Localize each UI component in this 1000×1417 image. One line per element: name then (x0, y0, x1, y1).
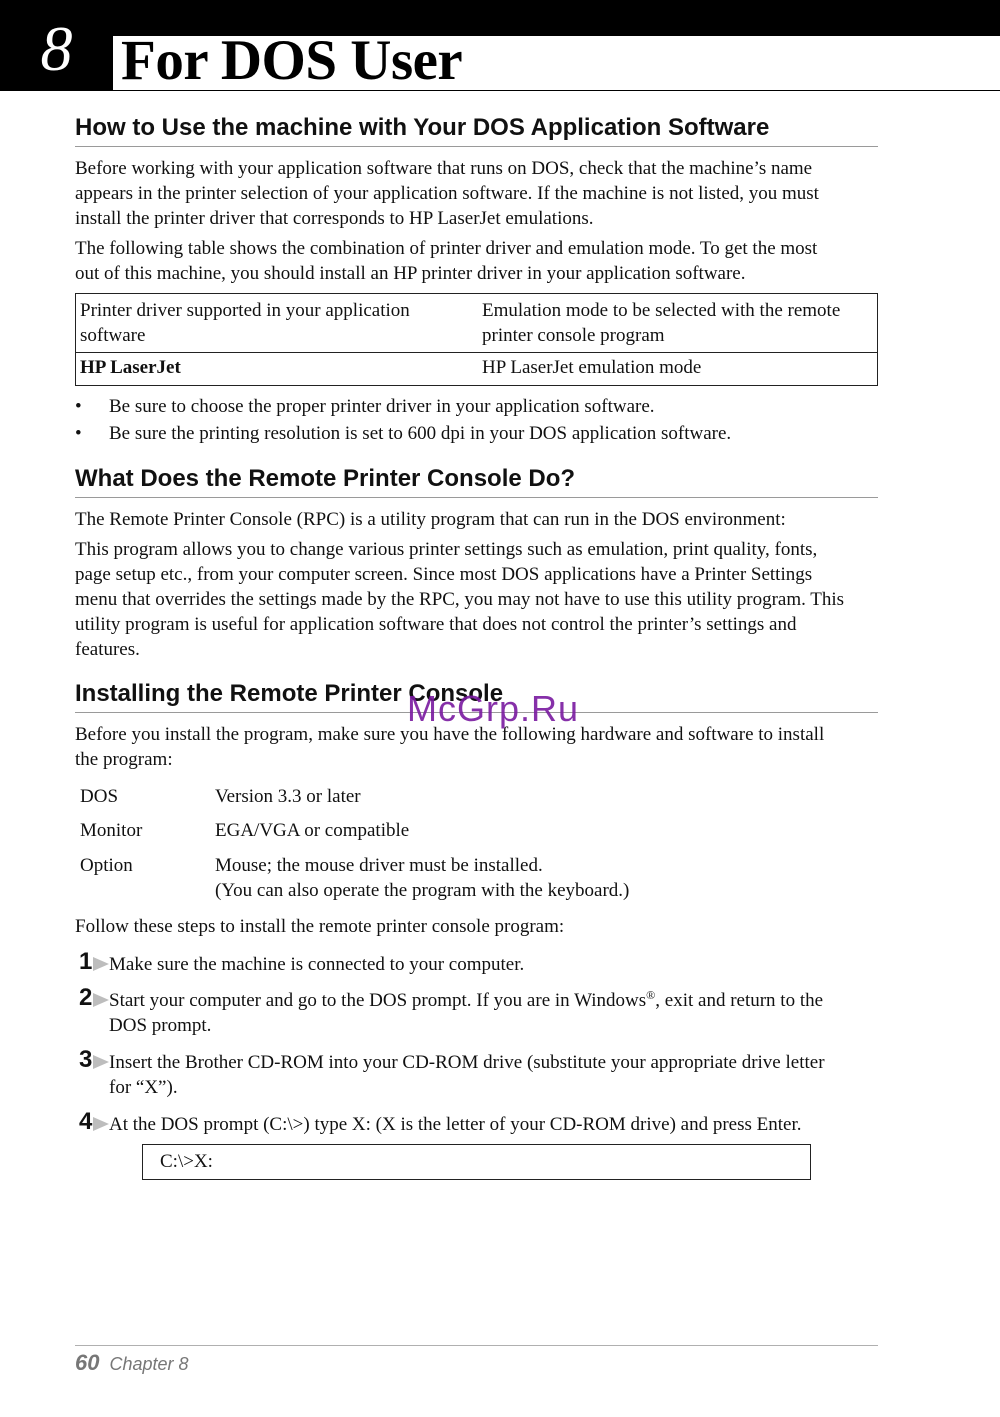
footer-chapter: Chapter 8 (109, 1354, 189, 1374)
bullet-icon: • (75, 396, 82, 417)
requirement-key: DOS (80, 786, 119, 807)
bullet-icon: • (75, 423, 82, 444)
table-row (76, 353, 877, 385)
registered-mark: ® (646, 988, 656, 1002)
section-heading-rpc: What Does the Remote Printer Console Do? (75, 464, 878, 498)
table-header-cell: Printer driver supported in your application software (80, 300, 410, 346)
step-text-part: , exit and return to the (655, 990, 824, 1011)
step-arrow-icon (93, 1055, 109, 1069)
step-text-part: DOS prompt. (109, 1015, 212, 1036)
footer-rule (75, 1345, 878, 1346)
bullet-text: Be sure to choose the proper printer driver in your application software. (109, 396, 655, 417)
text-line: install the printer driver that corresponds to HP LaserJet emulations. (75, 208, 594, 229)
step-text-part: Insert the Brother CD-ROM into your CD-ROM drive (substitute your appropriate drive letter (109, 1052, 825, 1073)
paragraph-intro (75, 156, 878, 231)
paragraph-rpc-description (75, 537, 878, 662)
step-number: 3 (79, 1046, 93, 1073)
paragraph-table-intro (75, 236, 878, 286)
step-arrow-icon (93, 993, 109, 1007)
step-text-part: Start your computer and go to the DOS prompt. If you are in Windows (109, 990, 647, 1011)
step-text (109, 988, 884, 1038)
text-line: This program allows you to change various printer settings such as emulation, print quality, fonts, (75, 539, 818, 560)
bullet-text: Be sure the printing resolution is set to 600 dpi in your DOS application software. (109, 423, 732, 444)
chapter-number-box (0, 0, 113, 91)
command-text: C:\>X: (160, 1151, 213, 1172)
text-line: Before working with your application software that runs on DOS, check that the machine’s name (75, 158, 813, 179)
requirement-key: Option (80, 855, 133, 876)
step-text: At the DOS prompt (C:\>) type X: (X is the letter of your CD-ROM drive) and press Enter. (109, 1114, 802, 1135)
table-header-row (76, 294, 877, 353)
step-arrow-icon (93, 1117, 109, 1131)
step-text: Make sure the machine is connected to your computer. (109, 954, 525, 975)
requirement-value: EGA/VGA or compatible (215, 820, 410, 841)
text-line: features. (75, 639, 140, 660)
text-line: out of this machine, you should install an HP printer driver in your application software. (75, 263, 746, 284)
paragraph-rpc-definition: The Remote Printer Console (RPC) is a utility program that can run in the DOS environment: (75, 509, 786, 530)
section-heading-install: Installing the Remote Printer Console (75, 679, 878, 713)
requirement-value: Mouse; the mouse driver must be installed. (215, 855, 543, 876)
page-number: 60 (75, 1350, 100, 1375)
table-header-cell: Emulation mode to be selected with the remote printer console program (482, 300, 841, 346)
text-line: page setup etc., from your computer screen. Since most DOS applications have a Printer Settings (75, 564, 813, 585)
step-number: 2 (79, 984, 93, 1011)
text-line: Before you install the program, make sure you have the following hardware and software to install (75, 724, 825, 745)
watermark-text: McGrp.Ru (407, 688, 580, 729)
section-heading-dos-software: How to Use the machine with Your DOS Application Software (75, 113, 878, 147)
command-box (142, 1144, 811, 1180)
table-cell: HP LaserJet emulation mode (482, 357, 702, 378)
step-number: 4 (79, 1108, 93, 1135)
text-line: appears in the printer selection of your application software. If the machine is not listed, you must (75, 183, 819, 204)
page-footer (75, 1350, 189, 1376)
table-cell: HP LaserJet (80, 357, 181, 378)
step-text-part: for “X”). (109, 1077, 178, 1098)
requirement-value: Version 3.3 or later (215, 786, 361, 807)
chapter-number: 8 (40, 13, 73, 84)
step-number: 1 (79, 948, 93, 975)
text-line: The following table shows the combination of printer driver and emulation mode. To get the most (75, 238, 818, 259)
chapter-title: For DOS User (121, 29, 463, 92)
paragraph-follow-steps: Follow these steps to install the remote printer console program: (75, 916, 565, 937)
text-line: the program: (75, 749, 173, 770)
step-arrow-icon (93, 957, 109, 971)
text-line: utility program is useful for application software that does not control the printer’s settings and (75, 614, 797, 635)
requirement-key: Monitor (80, 820, 143, 841)
text-line: menu that overrides the settings made by the RPC, you may not have to use this utility program. This (75, 589, 845, 610)
chapter-title-box (113, 29, 1000, 92)
driver-emulation-table (75, 293, 878, 386)
step-text (109, 1050, 884, 1100)
paragraph-install-intro (75, 722, 878, 772)
requirement-value-note: (You can also operate the program with the keyboard.) (215, 880, 630, 901)
